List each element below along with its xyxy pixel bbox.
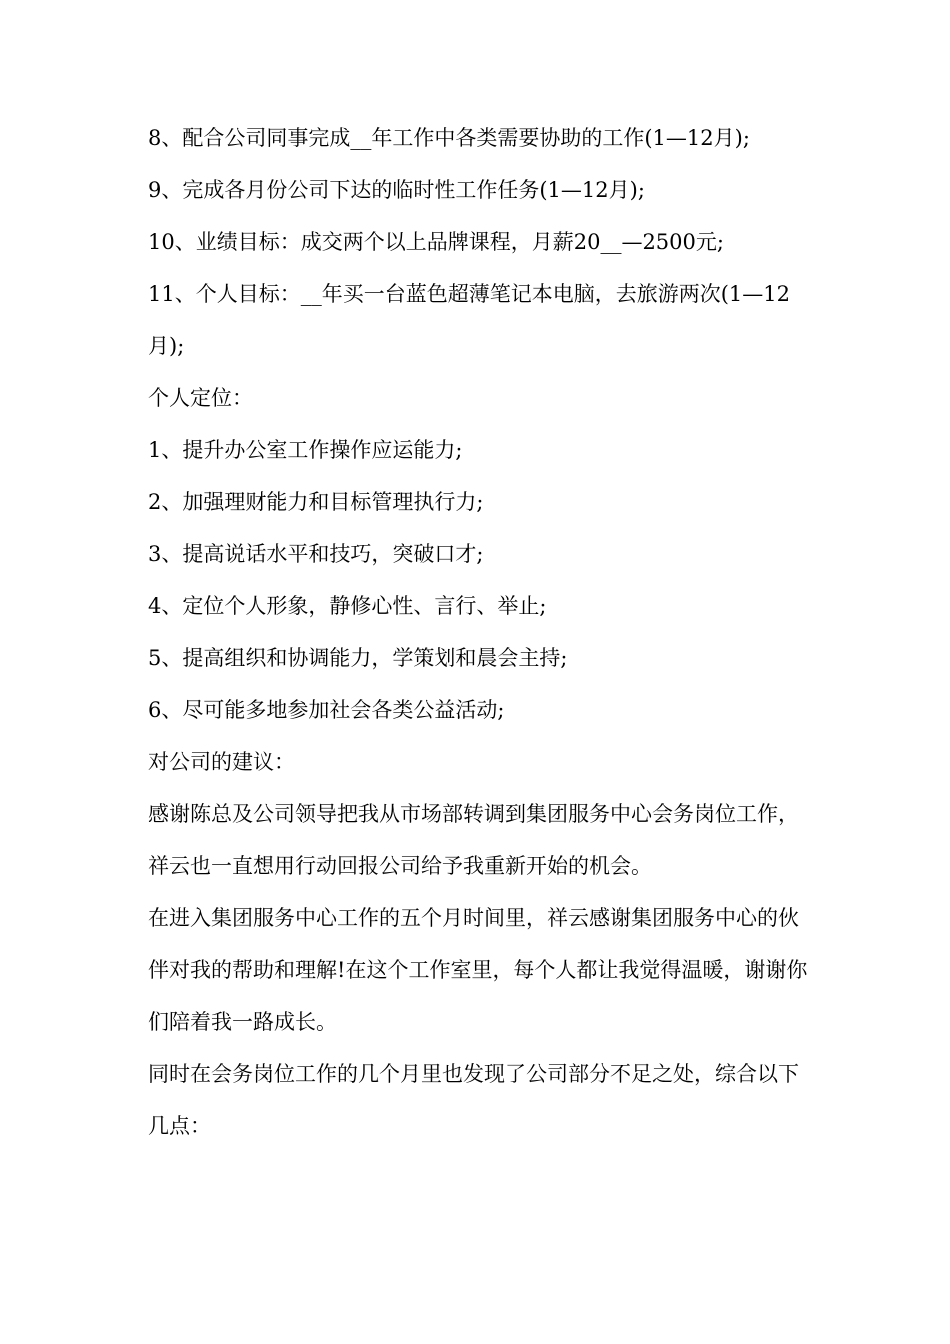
paragraph-service-center: 在进入集团服务中心工作的五个月时间里，祥云感谢集团服务中心的伙伴对我的帮助和理解!在这个工作室里，每个人都让我觉得温暖，谢谢你们陪着我一路成长。 [148, 906, 808, 1034]
paragraph-personal-goal: 11、个人目标：__年买一台蓝色超薄笔记本电脑，去旅游两次(1—12月); [148, 282, 790, 358]
positioning-item-1: 1、提升办公室工作操作应运能力; [148, 438, 463, 462]
paragraph-item-8: 8、配合公司同事完成__年工作中各类需要协助的工作(1—12月); [148, 126, 750, 150]
paragraph-thanks: 感谢陈总及公司领导把我从市场部转调到集团服务中心会务岗位工作，祥云也一直想用行动回报公司给予我重新开始的机会。 [148, 802, 799, 878]
document-body [148, 112, 808, 1152]
positioning-item-5: 5、提高组织和协调能力，学策划和晨会主持; [148, 646, 568, 670]
paragraph-shortcomings: 同时在会务岗位工作的几个月里也发现了公司部分不足之处，综合以下几点： [148, 1062, 799, 1138]
section-heading-company-suggestions: 对公司的建议： [148, 750, 295, 774]
positioning-item-6: 6、尽可能多地参加社会各类公益活动; [148, 698, 505, 722]
positioning-item-4: 4、定位个人形象，静修心性、言行、举止; [148, 594, 547, 618]
section-heading-personal-positioning: 个人定位： [148, 386, 253, 410]
paragraph-item-9: 9、完成各月份公司下达的临时性工作任务(1—12月); [148, 178, 645, 202]
positioning-item-2: 2、加强理财能力和目标管理执行力; [148, 490, 484, 514]
paragraph-performance-goal: 10、业绩目标：成交两个以上品牌课程，月薪20__—2500元; [148, 230, 724, 254]
positioning-item-3: 3、提高说话水平和技巧，突破口才; [148, 542, 484, 566]
